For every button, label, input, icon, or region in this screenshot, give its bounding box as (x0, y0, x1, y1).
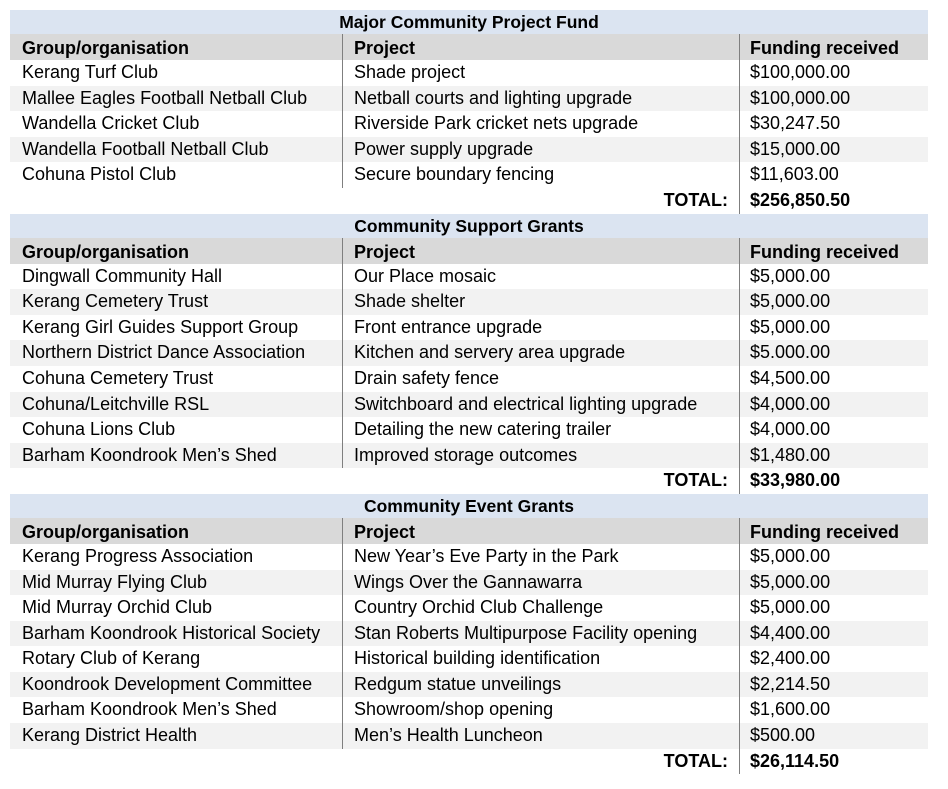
header-project: Project (342, 34, 739, 60)
table-row (10, 86, 928, 112)
header-project: Project (342, 238, 739, 264)
funding-section-0 (10, 10, 928, 214)
group-cell: Dingwall Community Hall (22, 265, 223, 286)
group-cell: Koondrook Development Committee (22, 673, 313, 694)
group-cell: Northern District Dance Association (22, 342, 306, 363)
total-label: TOTAL: (663, 470, 728, 491)
group-cell: Kerang Cemetery Trust (22, 291, 209, 312)
group-cell: Cohuna Cemetery Trust (22, 367, 214, 388)
header-group: Group/organisation (22, 241, 190, 262)
funding-cell: $5,000.00 (739, 289, 928, 315)
table-row (10, 570, 928, 596)
total-row (10, 468, 928, 494)
group-cell: Rotary Club of Kerang (22, 648, 201, 669)
project-cell: Shade project (342, 60, 739, 86)
group-cell: Barham Koondrook Men’s Shed (22, 699, 277, 720)
project-cell: Power supply upgrade (342, 137, 739, 163)
project-cell: New Year’s Eve Party in the Park (342, 544, 739, 570)
group-cell: Wandella Football Netball Club (22, 138, 269, 159)
total-label: TOTAL: (663, 750, 728, 771)
project-cell: Riverside Park cricket nets upgrade (342, 111, 739, 137)
group-cell: Kerang Turf Club (22, 62, 159, 82)
funding-cell: $15,000.00 (739, 137, 928, 163)
project-cell: Kitchen and servery area upgrade (342, 340, 739, 366)
funding-cell: $1,600.00 (739, 697, 928, 723)
project-cell: Historical building identification (342, 646, 739, 672)
header-project: Project (342, 518, 739, 544)
funding-cell: $500.00 (739, 723, 928, 749)
funding-section-2 (10, 494, 928, 774)
funding-cell: $4,000.00 (739, 417, 928, 443)
project-cell: Front entrance upgrade (342, 315, 739, 341)
funding-cell: $2,400.00 (739, 646, 928, 672)
total-value: $26,114.50 (739, 749, 928, 775)
table-body (10, 264, 928, 469)
total-value: $256,850.50 (739, 188, 928, 214)
table-row (10, 315, 928, 341)
section-title: Community Support Grants (10, 214, 928, 238)
table-row (10, 672, 928, 698)
project-cell: Improved storage outcomes (342, 443, 739, 469)
funding-cell: $30,247.50 (739, 111, 928, 137)
group-cell: Mid Murray Flying Club (22, 571, 208, 592)
project-cell: Drain safety fence (342, 366, 739, 392)
group-cell: Kerang Progress Association (22, 545, 254, 566)
table-body (10, 60, 928, 188)
group-cell: Wandella Cricket Club (22, 113, 200, 134)
header-group: Group/organisation (22, 38, 190, 58)
project-cell: Shade shelter (342, 289, 739, 315)
funding-cell: $100,000.00 (739, 86, 928, 112)
table-row (10, 137, 928, 163)
funding-cell: $5,000.00 (739, 570, 928, 596)
table-row (10, 621, 928, 647)
project-cell: Stan Roberts Multipurpose Facility opening (342, 621, 739, 647)
funding-cell: $100,000.00 (739, 60, 928, 86)
table-row (10, 60, 928, 86)
funding-cell: $5,000.00 (739, 315, 928, 341)
table-body (10, 544, 928, 749)
group-cell: Kerang District Health (22, 725, 198, 746)
group-cell: Cohuna Lions Club (22, 419, 176, 440)
total-row (10, 188, 928, 214)
funding-cell: $5,000.00 (739, 544, 928, 570)
group-cell: Cohuna Pistol Club (22, 164, 177, 185)
funding-section-1 (10, 214, 928, 494)
funding-cell: $1,480.00 (739, 443, 928, 469)
project-cell: Redgum statue unveilings (342, 672, 739, 698)
section-title: Major Community Project Fund (10, 10, 928, 34)
total-row (10, 749, 928, 775)
funding-tables (10, 10, 928, 774)
table-row (10, 111, 928, 137)
header-row (10, 34, 928, 60)
table-row (10, 392, 928, 418)
funding-cell: $5,000.00 (739, 264, 928, 290)
project-cell: Wings Over the Gannawarra (342, 570, 739, 596)
group-cell: Barham Koondrook Men’s Shed (22, 444, 277, 465)
funding-cell: $4,500.00 (739, 366, 928, 392)
table-row (10, 544, 928, 570)
table-row (10, 723, 928, 749)
table-row (10, 443, 928, 469)
project-cell: Men’s Health Luncheon (342, 723, 739, 749)
table-row (10, 646, 928, 672)
table-row (10, 289, 928, 315)
table-row (10, 595, 928, 621)
project-cell: Showroom/shop opening (342, 697, 739, 723)
table-row (10, 417, 928, 443)
project-cell: Secure boundary fencing (342, 162, 739, 188)
funding-cell: $5.000.00 (739, 340, 928, 366)
header-funding: Funding received (739, 518, 928, 544)
project-cell: Our Place mosaic (342, 264, 739, 290)
group-cell: Mallee Eagles Football Netball Club (22, 87, 308, 108)
total-label: TOTAL: (663, 189, 728, 210)
section-title: Community Event Grants (10, 494, 928, 518)
header-group: Group/organisation (22, 521, 190, 542)
funding-cell: $11,603.00 (739, 162, 928, 188)
funding-cell: $2,214.50 (739, 672, 928, 698)
table-row (10, 697, 928, 723)
table-row (10, 162, 928, 188)
project-cell: Netball courts and lighting upgrade (342, 86, 739, 112)
header-funding: Funding received (739, 34, 928, 60)
header-funding: Funding received (739, 238, 928, 264)
funding-cell: $5,000.00 (739, 595, 928, 621)
group-cell: Mid Murray Orchid Club (22, 597, 213, 618)
group-cell: Barham Koondrook Historical Society (22, 622, 321, 643)
table-row (10, 264, 928, 290)
table-row (10, 366, 928, 392)
header-row (10, 518, 928, 544)
project-cell: Switchboard and electrical lighting upgrade (342, 392, 739, 418)
funding-cell: $4,400.00 (739, 621, 928, 647)
table-row (10, 340, 928, 366)
group-cell: Kerang Girl Guides Support Group (22, 316, 299, 337)
total-value: $33,980.00 (739, 468, 928, 494)
funding-cell: $4,000.00 (739, 392, 928, 418)
group-cell: Cohuna/Leitchville RSL (22, 393, 210, 414)
header-row (10, 238, 928, 264)
project-cell: Detailing the new catering trailer (342, 417, 739, 443)
project-cell: Country Orchid Club Challenge (342, 595, 739, 621)
